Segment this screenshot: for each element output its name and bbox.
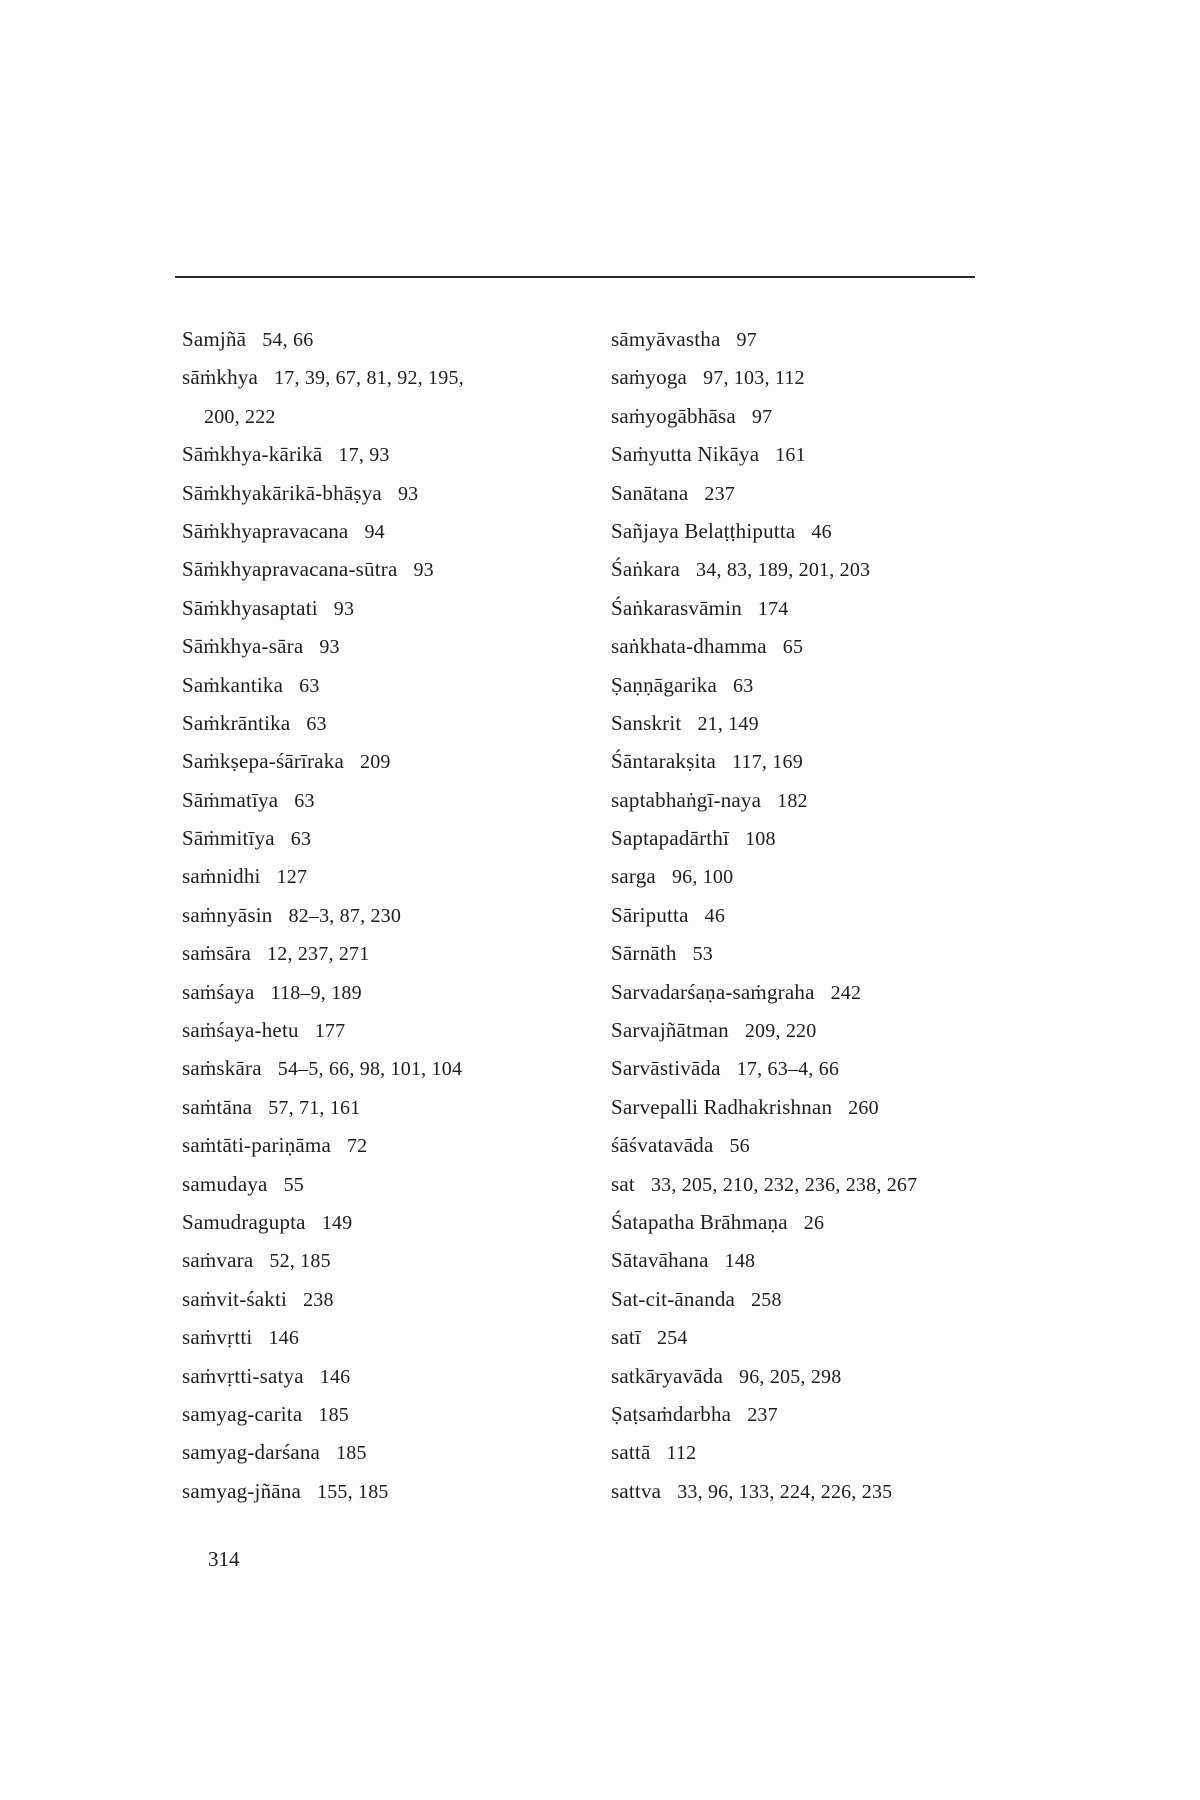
index-pages: 242 <box>830 981 862 1004</box>
index-entry <box>182 670 582 708</box>
index-entry <box>611 746 1031 784</box>
page-number: 314 <box>208 1547 240 1571</box>
index-term: Saptapadārthī <box>611 826 730 851</box>
index-term: Sarvāstivāda <box>611 1056 721 1081</box>
index-pages: 34, 83, 189, 201, 203 <box>696 559 871 582</box>
index-pages: 21, 149 <box>697 712 759 735</box>
index-entry <box>182 1245 582 1283</box>
index-pages: 97 <box>751 405 773 428</box>
index-entry <box>182 1399 582 1437</box>
index-pages: 63 <box>733 674 754 697</box>
index-term: Sārnāth <box>611 941 677 966</box>
index-term: saṁtāna <box>182 1094 253 1119</box>
index-entry <box>611 1207 1031 1245</box>
index-column-right <box>611 324 1031 1514</box>
index-entry <box>611 1476 1031 1514</box>
index-pages: 93 <box>333 597 355 620</box>
index-entry <box>182 977 582 1015</box>
index-pages: 63 <box>306 712 327 735</box>
index-entry <box>182 900 582 938</box>
index-term: Sāṁmitīya <box>182 826 275 851</box>
index-term: saṁyoga <box>611 365 688 390</box>
index-pages: 17, 93 <box>338 444 390 467</box>
index-entry <box>182 324 582 362</box>
index-pages: 12, 237, 271 <box>267 943 370 966</box>
index-pages: 146 <box>319 1365 351 1388</box>
index-term: saṁvṛtti-satya <box>182 1363 304 1388</box>
index-term: sāmyāvastha <box>611 327 721 351</box>
index-entry <box>611 1322 1031 1360</box>
index-entry <box>611 1092 1031 1130</box>
index-term: Sarvepalli Radhakrishnan <box>611 1094 833 1119</box>
index-pages: 200, 222 <box>204 405 276 428</box>
index-entry <box>611 1169 1031 1207</box>
index-term: saptabhaṅgī-naya <box>611 787 762 812</box>
index-entry <box>182 516 582 554</box>
index-pages: 209, 220 <box>744 1020 817 1043</box>
index-pages: 33, 205, 210, 232, 236, 238, 267 <box>650 1173 918 1196</box>
index-entry <box>182 1053 582 1091</box>
index-pages: 177 <box>314 1020 346 1043</box>
index-term: Sāriputta <box>611 902 689 927</box>
index-pages: 112 <box>666 1442 697 1465</box>
header-rule <box>175 276 975 278</box>
index-entry <box>611 1437 1031 1475</box>
index-entry <box>611 593 1031 631</box>
index-term: saṁnyāsin <box>182 902 273 927</box>
index-entry <box>182 746 582 784</box>
index-entry <box>611 1130 1031 1168</box>
index-term: Samjñā <box>182 327 247 351</box>
index-entry <box>182 785 582 823</box>
index-pages: 209 <box>360 751 391 774</box>
index-entry <box>182 861 582 899</box>
index-entry <box>182 1130 582 1168</box>
index-entry <box>611 324 1031 362</box>
index-entry <box>611 708 1031 746</box>
index-term: Sañjaya Belaṭṭhiputta <box>611 518 796 543</box>
index-entry <box>611 900 1031 938</box>
index-pages: 97, 103, 112 <box>703 367 805 390</box>
index-pages: 46 <box>811 520 832 543</box>
index-term: sat <box>611 1171 635 1196</box>
index-entry <box>611 516 1031 554</box>
index-entry <box>611 670 1031 708</box>
index-pages: 254 <box>656 1327 688 1350</box>
index-entry <box>182 593 582 631</box>
index-term: Sāṁkhyapravacana-sūtra <box>182 557 398 582</box>
index-entry <box>182 362 582 400</box>
index-entry <box>611 554 1031 592</box>
index-entry <box>182 439 582 477</box>
index-pages: 185 <box>318 1403 349 1426</box>
index-term: samyag-darśana <box>182 1440 321 1465</box>
index-entry <box>611 478 1031 516</box>
index-entry <box>611 1245 1031 1283</box>
index-pages: 72 <box>346 1135 368 1158</box>
index-term: saṁsāra <box>182 941 252 966</box>
index-entry <box>611 977 1031 1015</box>
index-term: Sāṁkhyakārikā-bhāṣya <box>182 480 382 505</box>
index-pages: 108 <box>745 828 776 851</box>
index-term: Ṣaṇṇāgarika <box>611 672 717 697</box>
index-term: Ṣaṭsaṁdarbha <box>611 1401 732 1426</box>
index-pages: 155, 185 <box>317 1480 389 1503</box>
index-term: samyag-carita <box>182 1401 303 1426</box>
index-pages: 185 <box>336 1442 367 1465</box>
index-term: saṁnidhi <box>182 864 261 889</box>
index-term: Śaṅkara <box>611 557 681 582</box>
index-term: Sarvadarśaṇa-saṁgraha <box>611 979 815 1004</box>
index-entry <box>611 1015 1031 1053</box>
index-entry <box>182 938 582 976</box>
index-term: Sat-cit-ānanda <box>611 1286 736 1311</box>
index-entry <box>182 1169 582 1207</box>
index-term: saṁyogābhāsa <box>611 403 736 428</box>
index-term: saṁśaya-hetu <box>182 1018 299 1043</box>
index-pages: 94 <box>364 520 385 543</box>
index-pages: 33, 96, 133, 224, 226, 235 <box>677 1480 893 1503</box>
index-entry <box>182 823 582 861</box>
index-column-left <box>182 324 582 1514</box>
index-pages: 149 <box>321 1211 353 1234</box>
index-pages: 148 <box>724 1250 756 1273</box>
index-term: satī <box>611 1325 641 1350</box>
index-pages: 161 <box>775 444 806 467</box>
index-term: Sāṁkhyasaptati <box>182 595 318 620</box>
index-term: saṁvṛtti <box>182 1325 253 1350</box>
index-pages: 17, 39, 67, 81, 92, 195, <box>274 367 464 390</box>
index-pages: 63 <box>290 828 312 851</box>
index-entry <box>182 631 582 669</box>
index-pages: 260 <box>848 1096 879 1119</box>
index-entry <box>611 861 1031 899</box>
index-entry <box>611 439 1031 477</box>
index-pages: 26 <box>803 1211 825 1234</box>
index-term: Sāṁkhya-sāra <box>182 634 304 659</box>
index-pages: 57, 71, 161 <box>268 1096 361 1119</box>
index-pages: 182 <box>777 789 808 812</box>
index-entry <box>611 362 1031 400</box>
index-pages: 93 <box>413 559 434 582</box>
index-entry <box>611 631 1031 669</box>
index-term: saṁvara <box>182 1248 254 1273</box>
index-term: sattā <box>611 1440 651 1465</box>
index-term: saṁtāti-pariṇāma <box>182 1133 331 1158</box>
index-entry <box>611 938 1031 976</box>
index-term: Sāṁkhyapravacana <box>182 518 349 543</box>
index-term: satkāryavāda <box>611 1363 724 1388</box>
index-pages: 82–3, 87, 230 <box>288 904 402 927</box>
index-pages: 258 <box>751 1288 782 1311</box>
index-pages: 237 <box>704 482 736 505</box>
index-term: saṁskāra <box>182 1056 262 1081</box>
index-pages: 93 <box>319 636 340 659</box>
index-pages: 46 <box>704 904 726 927</box>
index-term: samudaya <box>182 1171 268 1196</box>
index-pages: 146 <box>268 1327 300 1350</box>
index-pages: 17, 63–4, 66 <box>736 1058 840 1081</box>
index-term: sarga <box>611 864 656 889</box>
index-term: Sanātana <box>611 480 689 505</box>
index-term: samyag-jñāna <box>182 1478 302 1503</box>
index-term: Sarvajñātman <box>611 1018 729 1043</box>
index-pages: 174 <box>757 597 789 620</box>
index-pages: 54, 66 <box>262 329 314 351</box>
index-term: Śaṅkarasvāmin <box>611 595 742 620</box>
index-entry <box>611 823 1031 861</box>
index-pages: 52, 185 <box>269 1250 331 1273</box>
index-term: sattva <box>611 1478 662 1503</box>
index-entry <box>611 1053 1031 1091</box>
index-pages: 117, 169 <box>732 751 803 774</box>
index-entry <box>182 1015 582 1053</box>
index-pages: 65 <box>782 636 804 659</box>
index-term: Saṁyutta Nikāya <box>611 442 760 467</box>
index-pages: 63 <box>294 789 315 812</box>
index-term: Saṁkṣepa-śārīraka <box>182 749 344 774</box>
index-term: Samudragupta <box>182 1209 306 1234</box>
index-entry <box>611 785 1031 823</box>
index-entry <box>611 401 1031 439</box>
index-entry <box>182 1437 582 1475</box>
index-term: Śatapatha Brāhmaṇa <box>611 1209 788 1234</box>
index-term: Śāntarakṣita <box>611 749 717 774</box>
index-entry <box>182 1092 582 1130</box>
index-term: Sanskrit <box>611 710 682 735</box>
index-pages: 53 <box>692 943 713 966</box>
index-entry <box>182 1361 582 1399</box>
index-term: saṁvit-śakti <box>182 1286 288 1311</box>
index-entry <box>611 1284 1031 1322</box>
index-entry <box>182 478 582 516</box>
index-pages: 118–9, 189 <box>270 981 362 1004</box>
index-entry <box>611 1399 1031 1437</box>
index-entry <box>182 554 582 592</box>
index-pages: 97 <box>736 329 757 351</box>
index-entry <box>182 1207 582 1245</box>
index-term: Saṁkrāntika <box>182 710 291 735</box>
index-term: Saṁkantika <box>182 672 284 697</box>
index-term: sāṁkhya <box>182 365 259 390</box>
index-pages: 56 <box>729 1135 750 1158</box>
index-entry <box>182 1476 582 1514</box>
index-pages: 127 <box>276 866 308 889</box>
index-term: saṁśaya <box>182 979 255 1004</box>
index-pages: 237 <box>747 1403 778 1426</box>
index-pages: 96, 205, 298 <box>739 1365 842 1388</box>
index-term: Sāṁkhya-kārikā <box>182 442 323 467</box>
index-term: saṅkhata-dhamma <box>611 634 767 659</box>
index-pages: 63 <box>299 674 320 697</box>
index-entry-continuation <box>182 401 582 439</box>
index-entry <box>182 1322 582 1360</box>
index-pages: 238 <box>303 1288 334 1311</box>
index-term: śāśvatavāda <box>611 1133 714 1158</box>
index-pages: 55 <box>283 1173 304 1196</box>
index-pages: 96, 100 <box>671 866 734 889</box>
index-pages: 54–5, 66, 98, 101, 104 <box>277 1058 463 1081</box>
index-entry <box>182 708 582 746</box>
index-term: Sātavāhana <box>611 1248 709 1273</box>
index-term: Sāṁmatīya <box>182 787 279 812</box>
index-entry <box>611 1361 1031 1399</box>
index-pages: 93 <box>397 482 419 505</box>
index-entry <box>182 1284 582 1322</box>
